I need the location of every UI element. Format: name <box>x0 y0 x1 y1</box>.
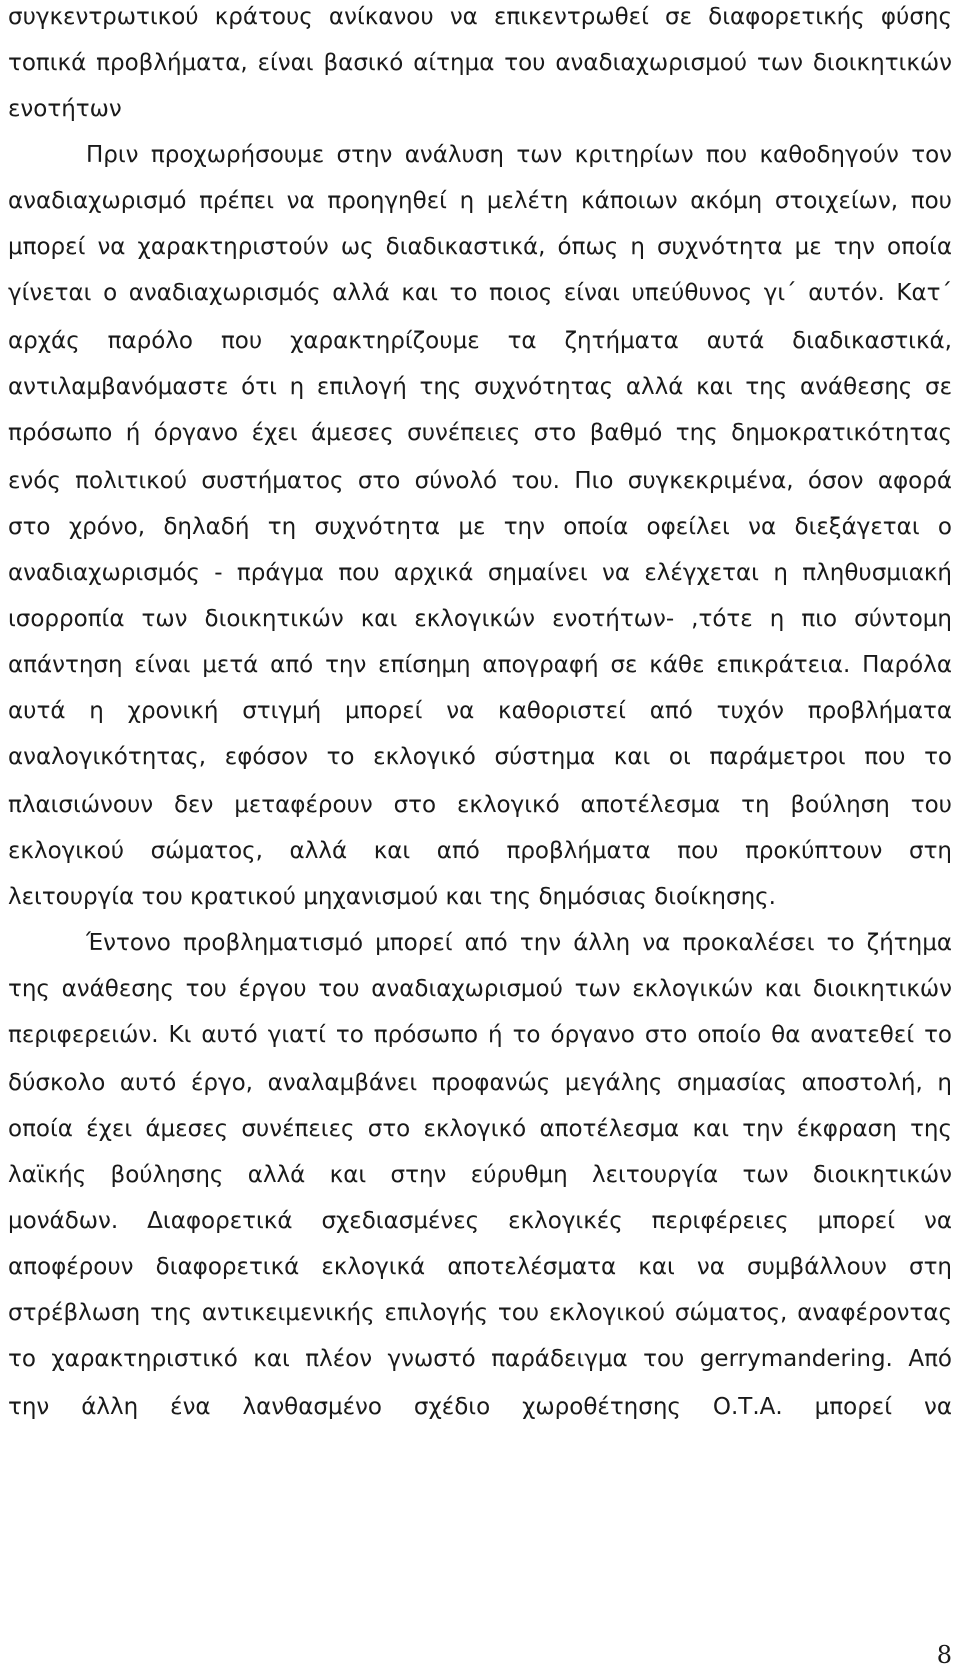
text-line: Έντονο προβληματισμό μπορεί από την άλλη να προκαλέσει το ζήτημα <box>86 930 952 956</box>
text-line: δύσκολο αυτό έργο, αναλαμβάνει προφανώς μεγάλης σημασίας αποστολή, η <box>8 1070 952 1096</box>
text-line: γίνεται ο αναδιαχωρισμός αλλά και το ποιος είναι υπεύθυνος γι΄ αυτόν. Κατ΄ <box>8 280 952 306</box>
text-line: οποία έχει άμεσες συνέπειες στο εκλογικό αποτέλεσμα και την έκφραση της <box>8 1116 952 1142</box>
text-line: στο χρόνο, δηλαδή τη συχνότητα με την οποία οφείλει να διεξάγεται ο <box>8 514 952 540</box>
text-line: πρόσωπο ή όργανο έχει άμεσες συνέπειες στο βαθμό της δημοκρατικότητας <box>8 420 952 446</box>
text-line: συγκεντρωτικού κράτους ανίκανου να επικεντρωθεί σε διαφορετικής φύσης <box>8 4 952 30</box>
text-line: μπορεί να χαρακτηριστούν ως διαδικαστικά, όπως η συχνότητα με την οποία <box>8 234 952 260</box>
text-line: στρέβλωση της αντικειμενικής επιλογής του εκλογικού σώματος, αναφέροντας <box>8 1300 952 1326</box>
text-line: Πριν προχωρήσουμε στην ανάλυση των κριτηρίων που καθοδηγούν τον <box>86 142 952 168</box>
text-line: πλαισιώνουν δεν μεταφέρουν στο εκλογικό αποτέλεσμα τη βούληση του <box>8 792 952 818</box>
text-line: απάντηση είναι μετά από την επίσημη απογραφή σε κάθε επικράτεια. Παρόλα <box>8 652 952 678</box>
text-line: ισορροπία των διοικητικών και εκλογικών ενοτήτων- ,τότε η πιο σύντομη <box>8 606 952 632</box>
text-line: αντιλαμβανόμαστε ότι η επιλογή της συχνότητας αλλά και της ανάθεσης σε <box>8 374 952 400</box>
text-line: αυτά η χρονική στιγμή μπορεί να καθοριστεί από τυχόν προβλήματα <box>8 698 952 724</box>
text-line: περιφερειών. Κι αυτό γιατί το πρόσωπο ή το όργανο στο οποίο θα ανατεθεί το <box>8 1022 952 1048</box>
text-line: μονάδων. Διαφορετικά σχεδιασμένες εκλογικές περιφέρειες μπορεί να <box>8 1208 952 1234</box>
text-line: αναδιαχωρισμό πρέπει να προηγηθεί η μελέτη κάποιων ακόμη στοιχείων, που <box>8 188 952 214</box>
text-line: ενοτήτων <box>8 96 122 122</box>
text-line: λειτουργία του κρατικού μηχανισμού και της δημόσιας διοίκησης. <box>8 884 776 910</box>
text-line: την άλλη ένα λανθασμένο σχέδιο χωροθέτησης Ο.Τ.Α. μπορεί να <box>8 1394 952 1420</box>
text-line: το χαρακτηριστικό και πλέον γνωστό παράδειγμα του gerrymandering. Από <box>8 1346 952 1372</box>
text-line: αναλογικότητας, εφόσον το εκλογικό σύστημα και οι παράμετροι που το <box>8 744 952 770</box>
page-number: 8 <box>936 1641 952 1669</box>
text-line: της ανάθεσης του έργου του αναδιαχωρισμού των εκλογικών και διοικητικών <box>8 976 952 1002</box>
text-line: εκλογικού σώματος, αλλά και από προβλήματα που προκύπτουν στη <box>8 838 952 864</box>
text-line: αποφέρουν διαφορετικά εκλογικά αποτελέσματα και να συμβάλλουν στη <box>8 1254 952 1280</box>
text-line: ενός πολιτικού συστήματος στο σύνολό του. Πιο συγκεκριμένα, όσον αφορά <box>8 468 952 494</box>
text-line: λαϊκής βούλησης αλλά και στην εύρυθμη λειτουργία των διοικητικών <box>8 1162 952 1188</box>
text-line: αρχάς παρόλο που χαρακτηρίζουμε τα ζητήματα αυτά διαδικαστικά, <box>8 328 952 354</box>
text-line: αναδιαχωρισμός - πράγμα που αρχικά σημαίνει να ελέγχεται η πληθυσμιακή <box>8 560 952 586</box>
text-line: τοπικά προβλήματα, είναι βασικό αίτημα του αναδιαχωρισμού των διοικητικών <box>8 50 952 76</box>
